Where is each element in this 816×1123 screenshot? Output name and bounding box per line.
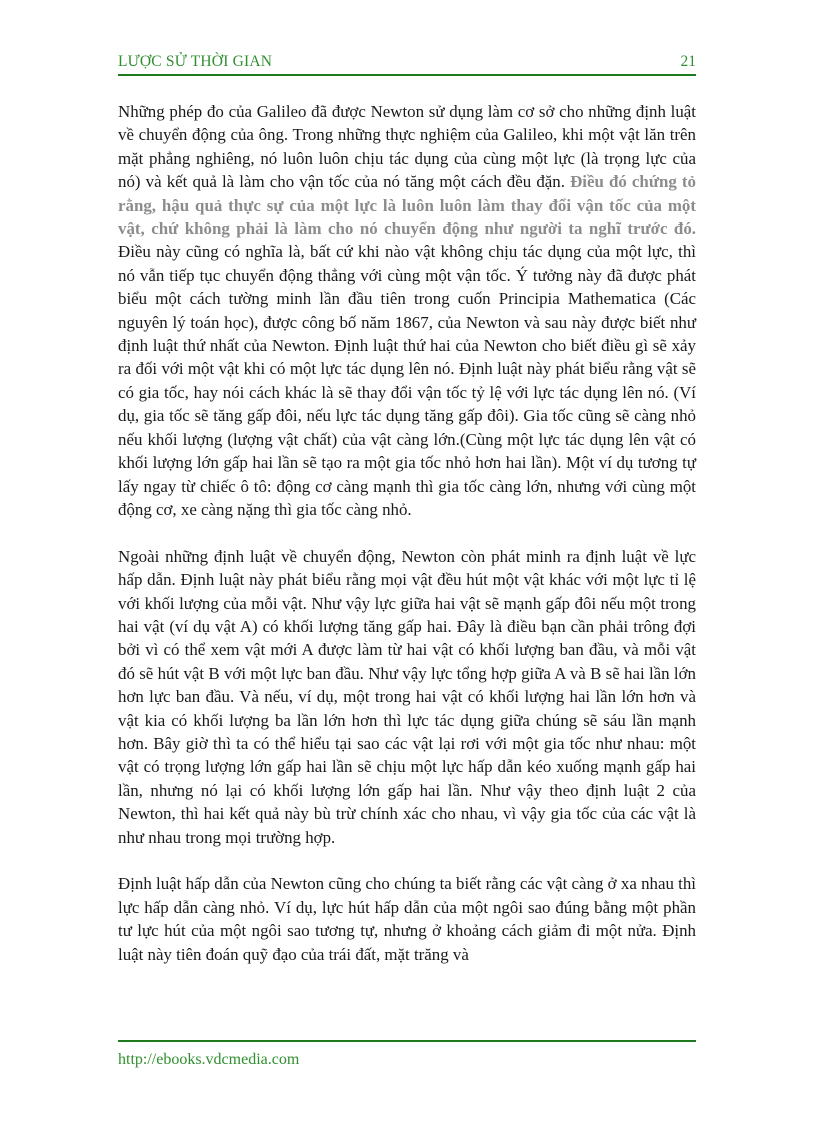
paragraph-2: Ngoài những định luật về chuyển động, Newton còn phát minh ra định luật về lực hấp dẫn. Định luật này phát biểu rằng mọi vật đều hút một vật khác với một lực tỉ lệ với khối lượng của mỗi vật. Như vậy lực giữa hai vật sẽ mạnh gấp đôi nếu một trong hai vật (ví dụ vật A) có khối lượng tăng gấp hai. Đây là điều bạn cần phải trông đợi bởi vì có thể xem vật mới A được làm từ hai vật có khối lượng ban đầu, và mỗi vật đó sẽ hút vật B với một lực ban đầu. Như vậy lực tổng hợp giữa A và B sẽ hai lần lớn hơn lực ban đầu. Và nếu, ví dụ, một trong hai vật có khối lượng hai lần lớn hơn và vật kia có khối lượng ba lần lớn hơn thì lực tác dụng giữa chúng sẽ sáu lần mạnh hơn. Bây giờ thì ta có thể hiểu tại sao các vật lại rơi với một gia tốc như nhau: một vật có trọng lượng lớn gấp hai lần sẽ chịu một lực hấp dẫn kéo xuống mạnh gấp hai lần, nhưng nó lại có khối lượng lớn gấp hai lần. Như vậy theo định luật 2 của Newton, thì hai kết quả này bù trừ chính xác cho nhau, vì vậy gia tốc của các vật là như nhau trong mọi trường hợp. bbox=[118, 546, 696, 847]
page-header bbox=[118, 52, 696, 76]
paragraph-1-emphasis: Điều đó chứng tỏ rằng, hậu quả thực sự của một lực là luôn luôn làm thay đổi vận tốc của một vật, chứ không phải là làm cho nó chuyển động như người ta nghĩ trước đó. bbox=[118, 172, 696, 239]
paragraph-1 bbox=[118, 100, 696, 521]
page-footer bbox=[118, 1040, 696, 1070]
paragraph-1-rest: Điều này cũng có nghĩa là, bất cứ khi nào vật không chịu tác dụng của một lực, thì nó vẫn tiếp tục chuyển động thẳng với cùng một vận tốc. Ý tưởng này đã được phát biểu một cách tường minh lần đầu tiên trong cuốn Principia Mathematica (Các nguyên lý toán học), được công bố năm 1867, của Newton và sau này được biết như định luật thứ nhất của Newton. Định luật thứ hai của Newton cho biết điều gì sẽ xảy ra đối với một vật khi có một lực tác dụng lên nó. Định luật này phát biểu rằng vật sẽ có gia tốc, hay nói cách khác là sẽ thay đổi vận tốc tỷ lệ với lực tác dụng lên nó. (Ví dụ, gia tốc sẽ tăng gấp đôi, nếu lực tác dụng tăng gấp đôi). Gia tốc cũng sẽ càng nhỏ nếu khối lượng (lượng vật chất) của vật càng lớn.(Cùng một lực tác dụng lên vật có khối lượng lớn gấp hai lần sẽ tạo ra một gia tốc nhỏ hơn hai lần). Một ví dụ tương tự lấy ngay từ chiếc ô tô: động cơ càng mạnh thì gia tốc càng lớn, nhưng với cùng một động cơ, xe càng nặng thì gia tốc càng nhỏ. bbox=[118, 242, 696, 519]
page-body bbox=[118, 100, 696, 966]
paragraph-3: Định luật hấp dẫn của Newton cũng cho chúng ta biết rằng các vật càng ở xa nhau thì lực hấp dẫn càng nhỏ. Ví dụ, lực hút hấp dẫn của một ngôi sao đúng bằng một phần tư lực hút của một ngôi sao tương tự, nhưng ở khoảng cách giảm đi một nửa. Định luật này tiên đoán quỹ đạo của trái đất, mặt trăng và bbox=[118, 874, 696, 964]
page-number: 21 bbox=[680, 53, 696, 70]
footer-url[interactable]: http://ebooks.vdcmedia.com bbox=[118, 1051, 300, 1068]
paragraph-1-intro: Những phép đo của Galileo đã được Newton sử dụng làm cơ sở cho những định luật về chuyển động của ông. Trong những thực nghiệm của Galileo, khi một vật lăn trên mặt phẳng nghiêng, nó luôn luôn chịu tác dụng của cùng một lực (là trọng lực của nó) và kết quả là làm cho vận tốc của nó tăng một cách đều đặn. bbox=[118, 102, 696, 192]
book-title: LƯỢC SỬ THỜI GIAN bbox=[118, 53, 273, 70]
